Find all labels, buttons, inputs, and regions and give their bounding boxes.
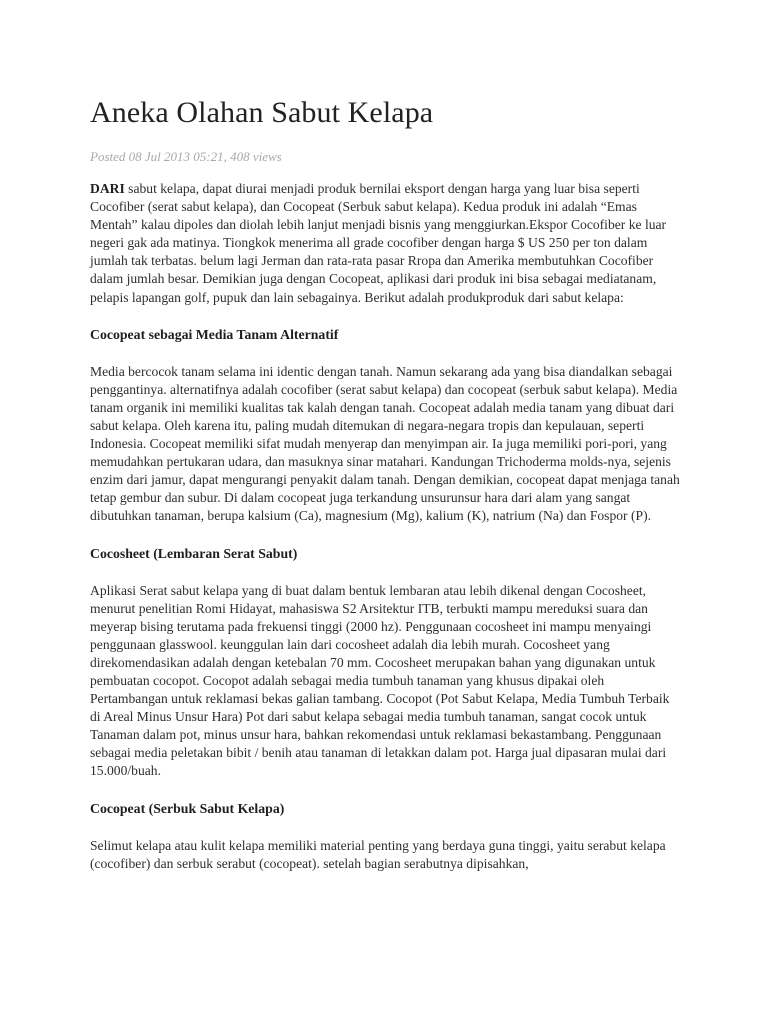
section-heading-cocopeat-serbuk: Cocopeat (Serbuk Sabut Kelapa) bbox=[90, 800, 285, 816]
section-text-cocopeat-media: Media bercocok tanam selama ini identic dengan tanah. Namun sekarang ada yang bisa diandalkan sebagai penggantinya. alternatifnya adalah cocofiber (serat sabut kelapa) dan cocopeat (serbuk sabut kelapa). Media tanam organik ini memiliki kualitas tak kalah dengan tanah. Cocopeat adalah media tanam yang dibuat dari sabut kelapa. Oleh karena itu, paling mudah ditemukan di negara-negara tropis dan kepulauan, seperti Indonesia. Cocopeat memiliki sifat mudah menyerap dan menyimpan air. Ia juga memiliki pori-pori, yang memudahkan pertukaran udara, dan masuknya sinar matahari. Kandungan Trichoderma molds-nya, sejenis enzim dari jamur, dapat mengurangi penyakit dalam tanah. Dengan demikian, cocopeat dapat menjaga tanah tetap gembur dan subur. Di dalam cocopeat juga terkandung unsurunsur hara dari alam yang sangat dibutuhkan tanaman, berupa kalsium (Ca), magnesium (Mg), kalium (K), natrium (Na) dan Fospor (P). bbox=[90, 363, 680, 524]
intro-text: sabut kelapa, dapat diurai menjadi produk bernilai eksport dengan harga yang luar bisa seperti Cocofiber (serat sabut kelapa), dan Cocopeat (Serbuk sabut kelapa). Kedua produk ini adalah “Emas Mentah” kalau dipoles dan diolah lebih lanjut menjadi bisnis yang menggiurkan.Ekspor Cocofiber ke luar negeri gak ada matinya. Tiongkok menerima all grade cocofiber dengan harga $ US 250 per ton dalam jumlah tak terbatas. belum lagi Jerman dan rata-rata pasar Rropa dan Amerika membutuhkan Cocofiber dalam jumlah besar. Demikian juga dengan Cocopeat, aplikasi dari produk ini bisa sebagai mediatanam, pelapis lapangan golf, pupuk dan lain sebagainya. Berikut adalah produkproduk dari sabut kelapa: bbox=[90, 181, 667, 305]
section-heading-cocopeat-media: Cocopeat sebagai Media Tanam Alternatif bbox=[90, 326, 339, 342]
intro-paragraph bbox=[90, 180, 680, 307]
article bbox=[90, 94, 680, 873]
article-title: Aneka Olahan Sabut Kelapa bbox=[90, 96, 434, 129]
post-meta: Posted 08 Jul 2013 05:21, 408 views bbox=[90, 149, 282, 164]
section-text-cocopeat-serbuk: Selimut kelapa atau kulit kelapa memiliki material penting yang berdaya guna tinggi, yaitu serabut kelapa (cocofiber) dan serbuk serabut (cocopeat). setelah bagian serabutnya dipisahkan, bbox=[90, 837, 666, 871]
intro-lead-word: DARI bbox=[90, 181, 125, 196]
article-body bbox=[90, 180, 680, 873]
section-heading-cocosheet: Cocosheet (Lembaran Serat Sabut) bbox=[90, 545, 298, 561]
section-text-cocosheet: Aplikasi Serat sabut kelapa yang di buat dalam bentuk lembaran atau lebih dikenal dengan Cocosheet, menurut penelitian Romi Hidayat, mahasiswa S2 Arsitektur ITB, terbukti mampu mereduksi suara dan meyerap bising terutama pada frekuensi tinggi (2000 hz). Penggunaan cocosheet ini mampu menyaingi penggunaan glasswool. keunggulan lain dari cocosheet adalah dia lebih murah. Cocosheet yang direkomendasikan adalah dengan ketebalan 70 mm. Cocosheet merupakan bahan yang digunakan untuk pembuatan cocopot. Cocopot adalah sebagai media tumbuh tanaman yang khusus dipakai oleh Pertambangan untuk reklamasi bekas galian tambang. Cocopot (Pot Sabut Kelapa, Media Tumbuh Terbaik di Areal Minus Unsur Hara) Pot dari sabut kelapa sebagai media tumbuh tanaman, sangat cocok untuk Tanaman dalam pot, minus unsur hara, bahkan rekomendasi untuk reklamasi bekastambang. Penggunaan sebagai media peletakan bibit / benih atau tanaman di letakkan dalam pot. Harga jual dipasaran mulai dari 15.000/buah. bbox=[90, 582, 670, 779]
